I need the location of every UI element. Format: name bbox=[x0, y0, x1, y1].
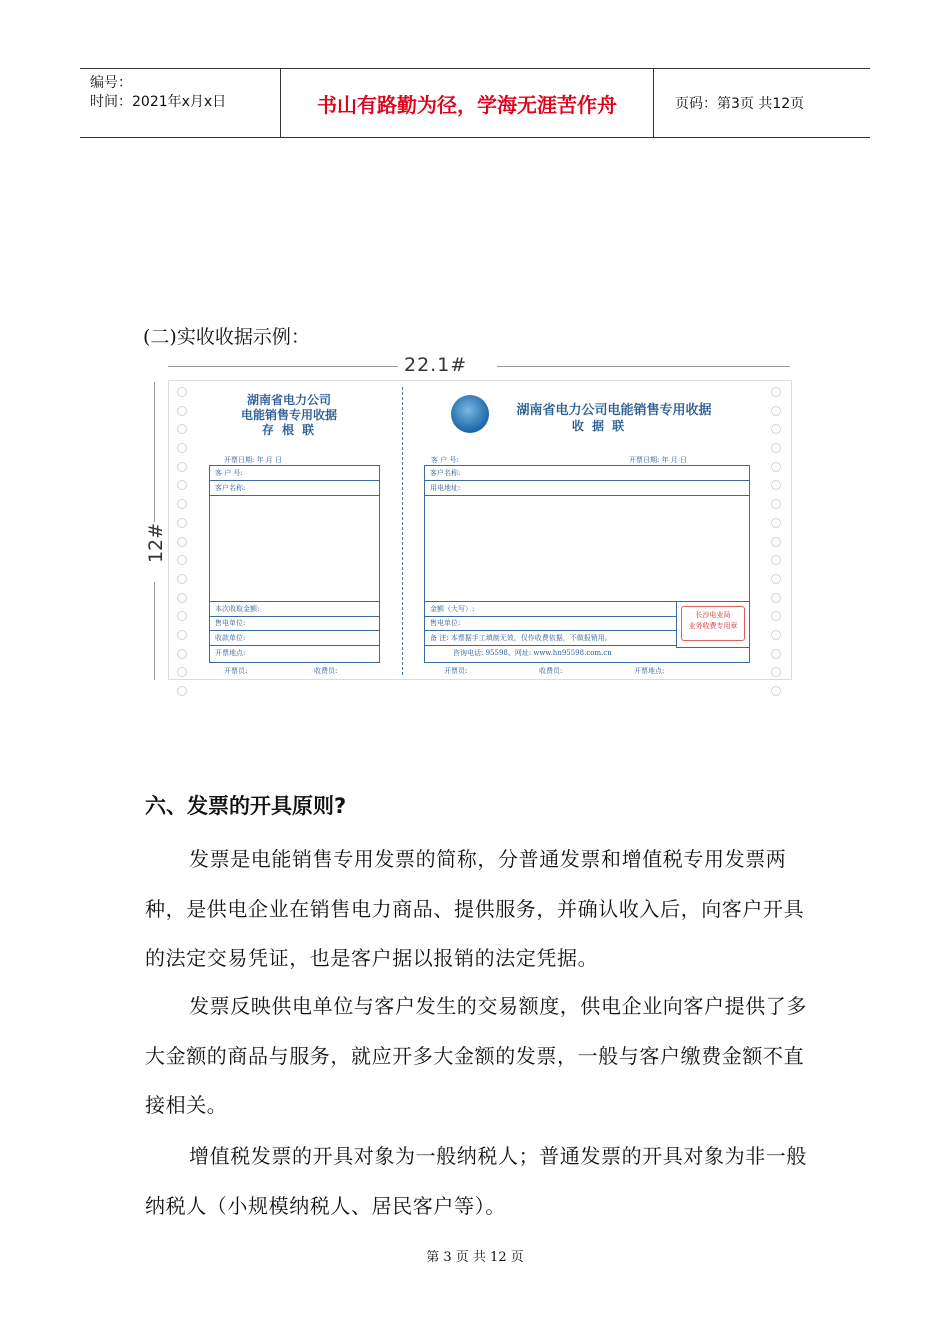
dimension-line-top bbox=[154, 382, 155, 522]
stub-row: 开票地点: bbox=[215, 649, 246, 657]
time-label: 时间：2021年x月x日 bbox=[90, 94, 227, 110]
width-dimension bbox=[142, 352, 790, 382]
stub-row: 客 户 号: bbox=[210, 466, 379, 481]
header-motto: 书山有路勤为径，学海无涯苦作舟 bbox=[281, 69, 654, 137]
paragraph-1: 发票是电能销售专用发票的简称，分普通发票和增值税专用发票两种，是供电企业在销售电力商品、提供服务，并确认收入后，向客户开具的法定交易凭证，也是客户据以报销的法定凭据。 bbox=[145, 847, 805, 970]
width-label: 22.1# bbox=[404, 354, 468, 376]
main-hotline-row: 咨询电话: 95598。网址: www.hn95598.com.cn bbox=[453, 649, 612, 657]
height-dimension bbox=[142, 382, 166, 680]
main-customer-no: 客 户 号: bbox=[431, 456, 459, 464]
dimension-line-bottom bbox=[154, 582, 155, 680]
height-label: 12# bbox=[145, 522, 168, 564]
main-date-line: 开票日期: 年 月 日 bbox=[629, 456, 688, 464]
paragraph-3: 增值税发票的开具对象为一般纳税人；普通发票的开具对象为非一般纳税人（小规模纳税人、居民客户等）。 bbox=[145, 1144, 807, 1218]
header-page-label bbox=[663, 69, 863, 137]
section-subtitle: (二)实收收据示例： bbox=[143, 326, 310, 348]
main-row: 客户名称: bbox=[425, 466, 749, 481]
stub-form-box bbox=[209, 465, 380, 663]
stub-footer-left: 开票员: bbox=[224, 667, 248, 675]
main-row: 用电地址: bbox=[425, 481, 749, 496]
paragraph-2: 发票反映供电单位与客户发生的交易额度，供电企业向客户提供了多大金额的商品与服务，就应开多大金额的发票，一般与客户缴费金额不直接相关。 bbox=[145, 994, 807, 1117]
perforation-line bbox=[402, 387, 403, 675]
stub-row: 售电单位: bbox=[210, 616, 379, 631]
receipt-paper bbox=[168, 380, 792, 680]
stub-title-2: 电能销售专用收据 bbox=[240, 408, 337, 422]
receipt-figure bbox=[142, 352, 790, 680]
main-form-box bbox=[424, 465, 750, 663]
stub-title-1: 湖南省电力公司 bbox=[246, 393, 331, 407]
main-seller-row: 售电单位: bbox=[425, 616, 677, 631]
company-logo bbox=[451, 395, 489, 433]
main-subtitle: 收 据 联 bbox=[571, 419, 627, 433]
stamp-line-2: 业务收费专用章 bbox=[688, 622, 738, 630]
tractor-holes-left bbox=[177, 387, 189, 705]
tractor-holes-right bbox=[771, 387, 783, 705]
page-header bbox=[80, 68, 870, 138]
stamp-cell bbox=[676, 601, 749, 648]
header-meta-cell bbox=[80, 69, 281, 137]
main-title: 湖南省电力公司电能销售专用收据 bbox=[516, 403, 712, 418]
page-label-text: 页码：第3页 共12页 bbox=[675, 96, 805, 112]
main-amount-row: 金额（大写）: bbox=[425, 601, 677, 617]
stub-row: 收款单位: bbox=[210, 631, 379, 646]
stamp-line-1: 长沙电业局 bbox=[695, 611, 731, 619]
page-footer: 第 3 页 共 12 页 bbox=[426, 1250, 524, 1265]
section-title: 六、发票的开具原则? bbox=[145, 794, 347, 818]
stub-date-line: 开票日期: 年 月 日 bbox=[224, 456, 283, 464]
stub-title-3: 存 根 联 bbox=[261, 423, 317, 437]
company-stamp bbox=[681, 606, 745, 641]
main-footer-issuer: 开票员: bbox=[444, 667, 468, 675]
main-footer-collector: 收费员: bbox=[539, 667, 563, 675]
dimension-line-right bbox=[497, 366, 790, 367]
stub-row: 本次收取金额: bbox=[210, 601, 379, 617]
main-footer-location: 开票地点: bbox=[634, 667, 665, 675]
number-label: 编号： bbox=[90, 75, 132, 91]
stub-row: 客户名称: bbox=[210, 481, 379, 496]
main-note-row: 备 注: 本票据手工填制无效，仅作收费依据，不做报销用。 bbox=[425, 631, 677, 646]
stub-footer-right: 收费员: bbox=[314, 667, 338, 675]
dimension-line-left bbox=[168, 366, 398, 367]
